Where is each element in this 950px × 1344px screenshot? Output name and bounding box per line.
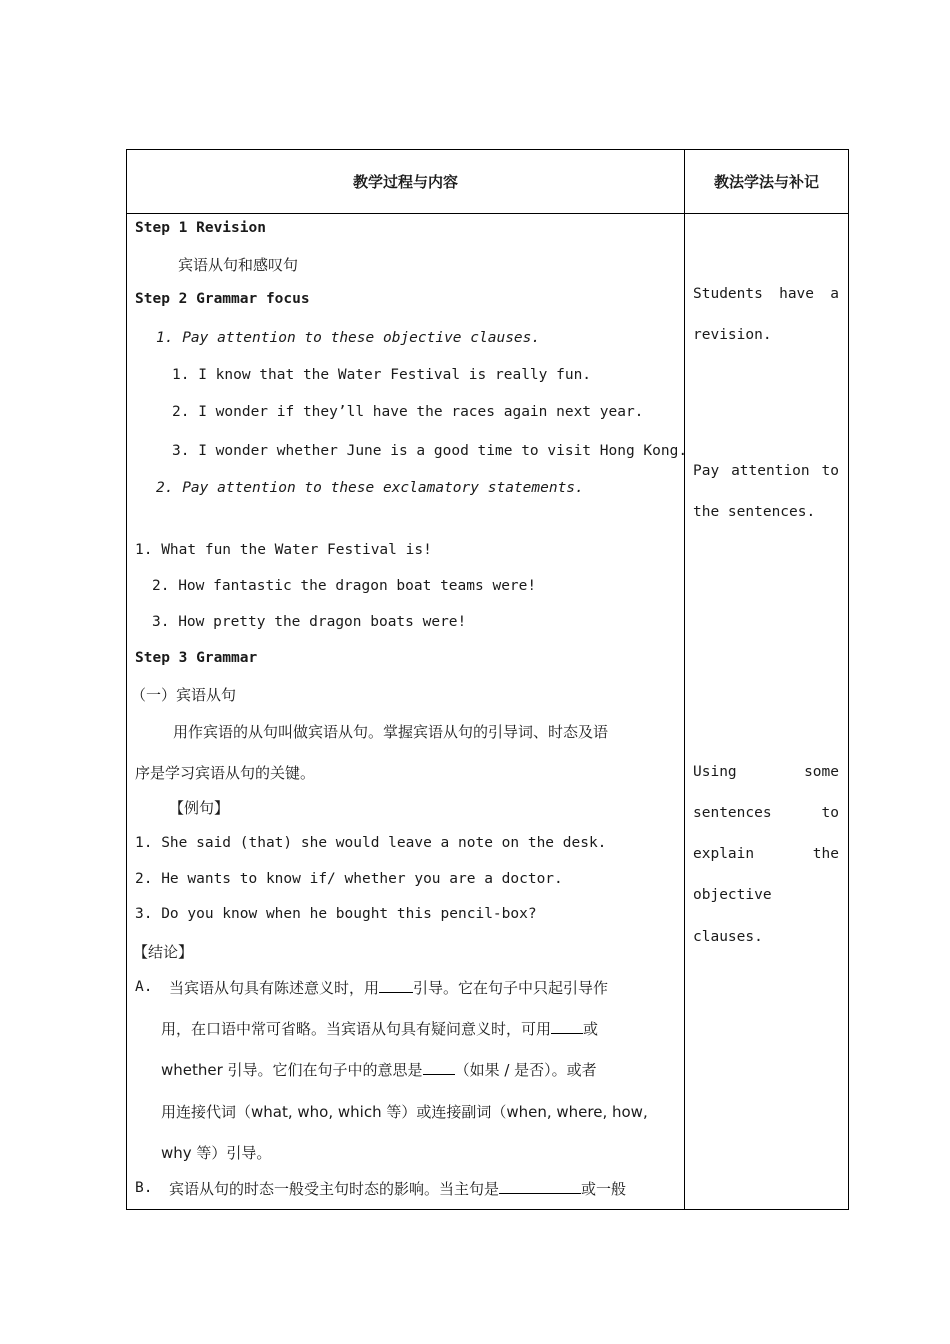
note-line: sentences to [693, 805, 839, 821]
note-line: objective [693, 887, 772, 903]
note-line: revision. [693, 327, 772, 343]
intro-line: 序是学习宾语从句的关键。 [135, 764, 316, 782]
clause-item: 3. I wonder whether June is a good time to visit Hong Kong. [172, 443, 688, 459]
fill-blank [499, 1181, 581, 1194]
example-item: 2. He wants to know if/ whether you are a doctor. [135, 871, 563, 887]
exclamation-item: 2. How fantastic the dragon boat teams were! [152, 578, 537, 594]
header-process-content: 教学过程与内容 [127, 150, 685, 214]
lesson-plan-table [126, 149, 849, 1210]
exclamation-item: 3. How pretty the dragon boats were! [152, 614, 467, 630]
table-header-row [127, 150, 849, 214]
step1-title: Step 1 Revision [135, 220, 266, 236]
rule-a-line: whether 引导。它们在句子中的意思是 （如果 / 是否）。或者 [161, 1061, 597, 1079]
note-line: Students have a [693, 286, 839, 302]
methods-notes-cell [685, 214, 849, 1210]
step2-part2-heading: 2. Pay attention to these exclamatory statements. [156, 480, 584, 496]
process-content-cell [127, 214, 688, 1210]
example-item: 3. Do you know when he bought this pencil-box? [135, 906, 537, 922]
rule-b-line: 宾语从句的时态一般受主句时态的影响。当主句是 或一般 [169, 1180, 627, 1198]
rule-a-line: 用连接代词（what, who, which 等）或连接副词（when, where, how, [161, 1103, 648, 1121]
note-line: Using some [693, 764, 839, 780]
note-line: the sentences. [693, 504, 816, 520]
conclusion-heading: 【结论】 [133, 943, 194, 961]
note-line: clauses. [693, 929, 763, 945]
exclamation-item: 1. What fun the Water Festival is! [135, 542, 432, 558]
examples-heading: 【例句】 [169, 799, 230, 817]
rule-a-line: 用，在口语中常可省略。当宾语从句具有疑问意义时，可用 或 [161, 1020, 599, 1038]
header-methods-notes: 教法学法与补记 [685, 150, 849, 214]
rule-a-line: 当宾语从句具有陈述意义时，用 引导。它在句子中只起引导作 [169, 979, 609, 997]
step2-title: Step 2 Grammar focus [135, 291, 310, 307]
clause-item: 1. I know that the Water Festival is really fun. [172, 367, 592, 383]
fill-blank [379, 980, 413, 993]
table-body-row [127, 214, 849, 1210]
example-item: 1. She said (that) she would leave a note on the desk. [135, 835, 607, 851]
fill-blank [551, 1021, 583, 1034]
step2-part1-heading: 1. Pay attention to these objective clauses. [156, 330, 541, 346]
rule-a-label: A. [135, 979, 153, 995]
rule-a-line: why 等）引导。 [161, 1144, 272, 1162]
clause-item: 2. I wonder if they’ll have the races again next year. [172, 404, 644, 420]
step3-title: Step 3 Grammar [135, 650, 258, 666]
section-heading: （一）宾语从句 [131, 686, 237, 704]
note-line: explain the [693, 846, 839, 862]
fill-blank [423, 1062, 455, 1075]
step1-content: 宾语从句和感叹句 [178, 256, 299, 274]
rule-b-label: B. [135, 1180, 153, 1196]
intro-line: 用作宾语的从句叫做宾语从句。掌握宾语从句的引导词、时态及语 [173, 723, 609, 741]
note-line: Pay attention to [693, 463, 839, 479]
